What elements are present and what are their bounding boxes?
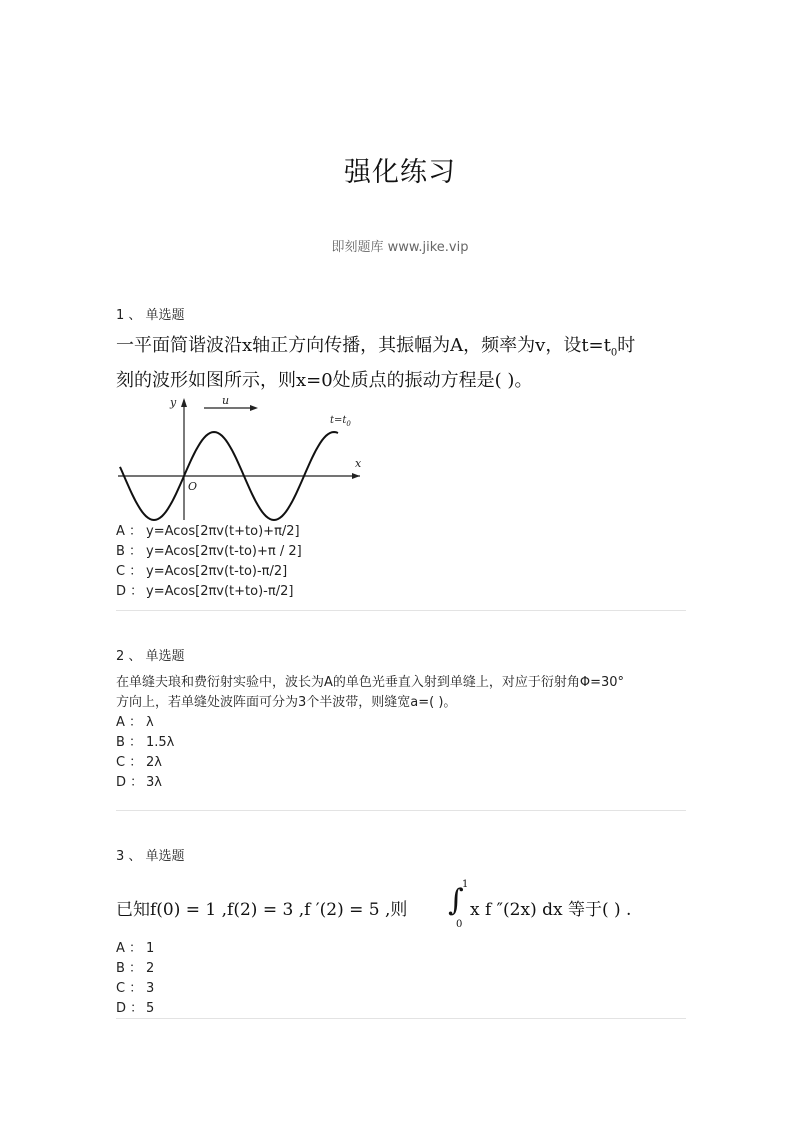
y-label: y — [170, 395, 177, 409]
page-title: 强化练习 — [344, 157, 456, 188]
formula-integrand: x f ″(2x) dx 等于( ) . — [470, 900, 632, 920]
integral-lower-limit: 0 — [456, 919, 463, 930]
wave-figure — [116, 396, 366, 522]
question-header: 1 、 单选题 — [116, 308, 185, 323]
question-header: 2 、 单选题 — [116, 649, 185, 664]
velocity-label: u — [222, 395, 230, 407]
separator — [116, 610, 686, 611]
question-header: 3 、 单选题 — [116, 849, 185, 864]
time-label: $t=t_0$ — [330, 414, 351, 428]
option-d[interactable]: D ： y=Acos[2πv(t+to)-π/2] — [116, 583, 294, 599]
stem-line-2: 方向上，若单缝处波阵面可分为3个半波带，则缝宽a=( )。 — [116, 695, 457, 710]
y-axis-arrow — [181, 398, 187, 407]
option-a[interactable]: A ： λ — [116, 715, 154, 730]
question-1 — [116, 306, 686, 602]
option-b[interactable]: B ： 1.5λ — [116, 735, 175, 750]
option-a[interactable]: A ： y=Acos[2πv(t+to)+π/2] — [116, 523, 300, 539]
option-a[interactable]: A ： 1 — [116, 941, 155, 956]
options-list — [116, 522, 686, 602]
question-stem — [116, 673, 686, 713]
option-d[interactable]: D ： 5 — [116, 1001, 155, 1016]
integral-sign: ∫ — [448, 883, 464, 918]
formula-main: 已知f(0) = 1 ,f(2) = 3 ,f ′(2) = 5 ,则 — [116, 900, 408, 920]
separator — [116, 1018, 686, 1019]
question-3 — [116, 847, 686, 1019]
stem-line-2: 刻的波形如图所示，则x=0处质点的振动方程是( )。 — [116, 369, 533, 391]
page-subtitle: 即刻题库 www.jike.vip — [331, 240, 469, 255]
option-c[interactable]: C ： 2λ — [116, 755, 162, 770]
stem-line-1: 一平面简谐波沿x轴正方向传播，其振幅为A，频率为v，设$t=t_0$时 — [116, 335, 636, 359]
option-b[interactable]: B ： 2 — [116, 961, 155, 976]
x-axis-arrow — [352, 473, 360, 479]
question-stem — [116, 332, 686, 394]
formula-stem — [116, 875, 686, 931]
stem-line-1: 在单缝夫琅和费衍射实验中，波长为A的单色光垂直入射到单缝上，对应于衍射角Φ=30° — [116, 675, 625, 690]
origin-label: O — [188, 479, 198, 493]
options-list — [116, 713, 686, 793]
option-c[interactable]: C ： y=Acos[2πv(t-to)-π/2] — [116, 563, 288, 579]
question-2 — [116, 647, 686, 793]
x-label: x — [355, 456, 362, 470]
option-c[interactable]: C ： 3 — [116, 981, 155, 996]
velocity-arrowhead — [250, 405, 258, 411]
options-list — [116, 939, 686, 1019]
option-d[interactable]: D ： 3λ — [116, 775, 162, 790]
integral-upper-limit: 1 — [462, 879, 469, 890]
option-b[interactable]: B ： y=Acos[2πv(t-to)+π / 2] — [116, 543, 302, 559]
separator — [116, 810, 686, 811]
